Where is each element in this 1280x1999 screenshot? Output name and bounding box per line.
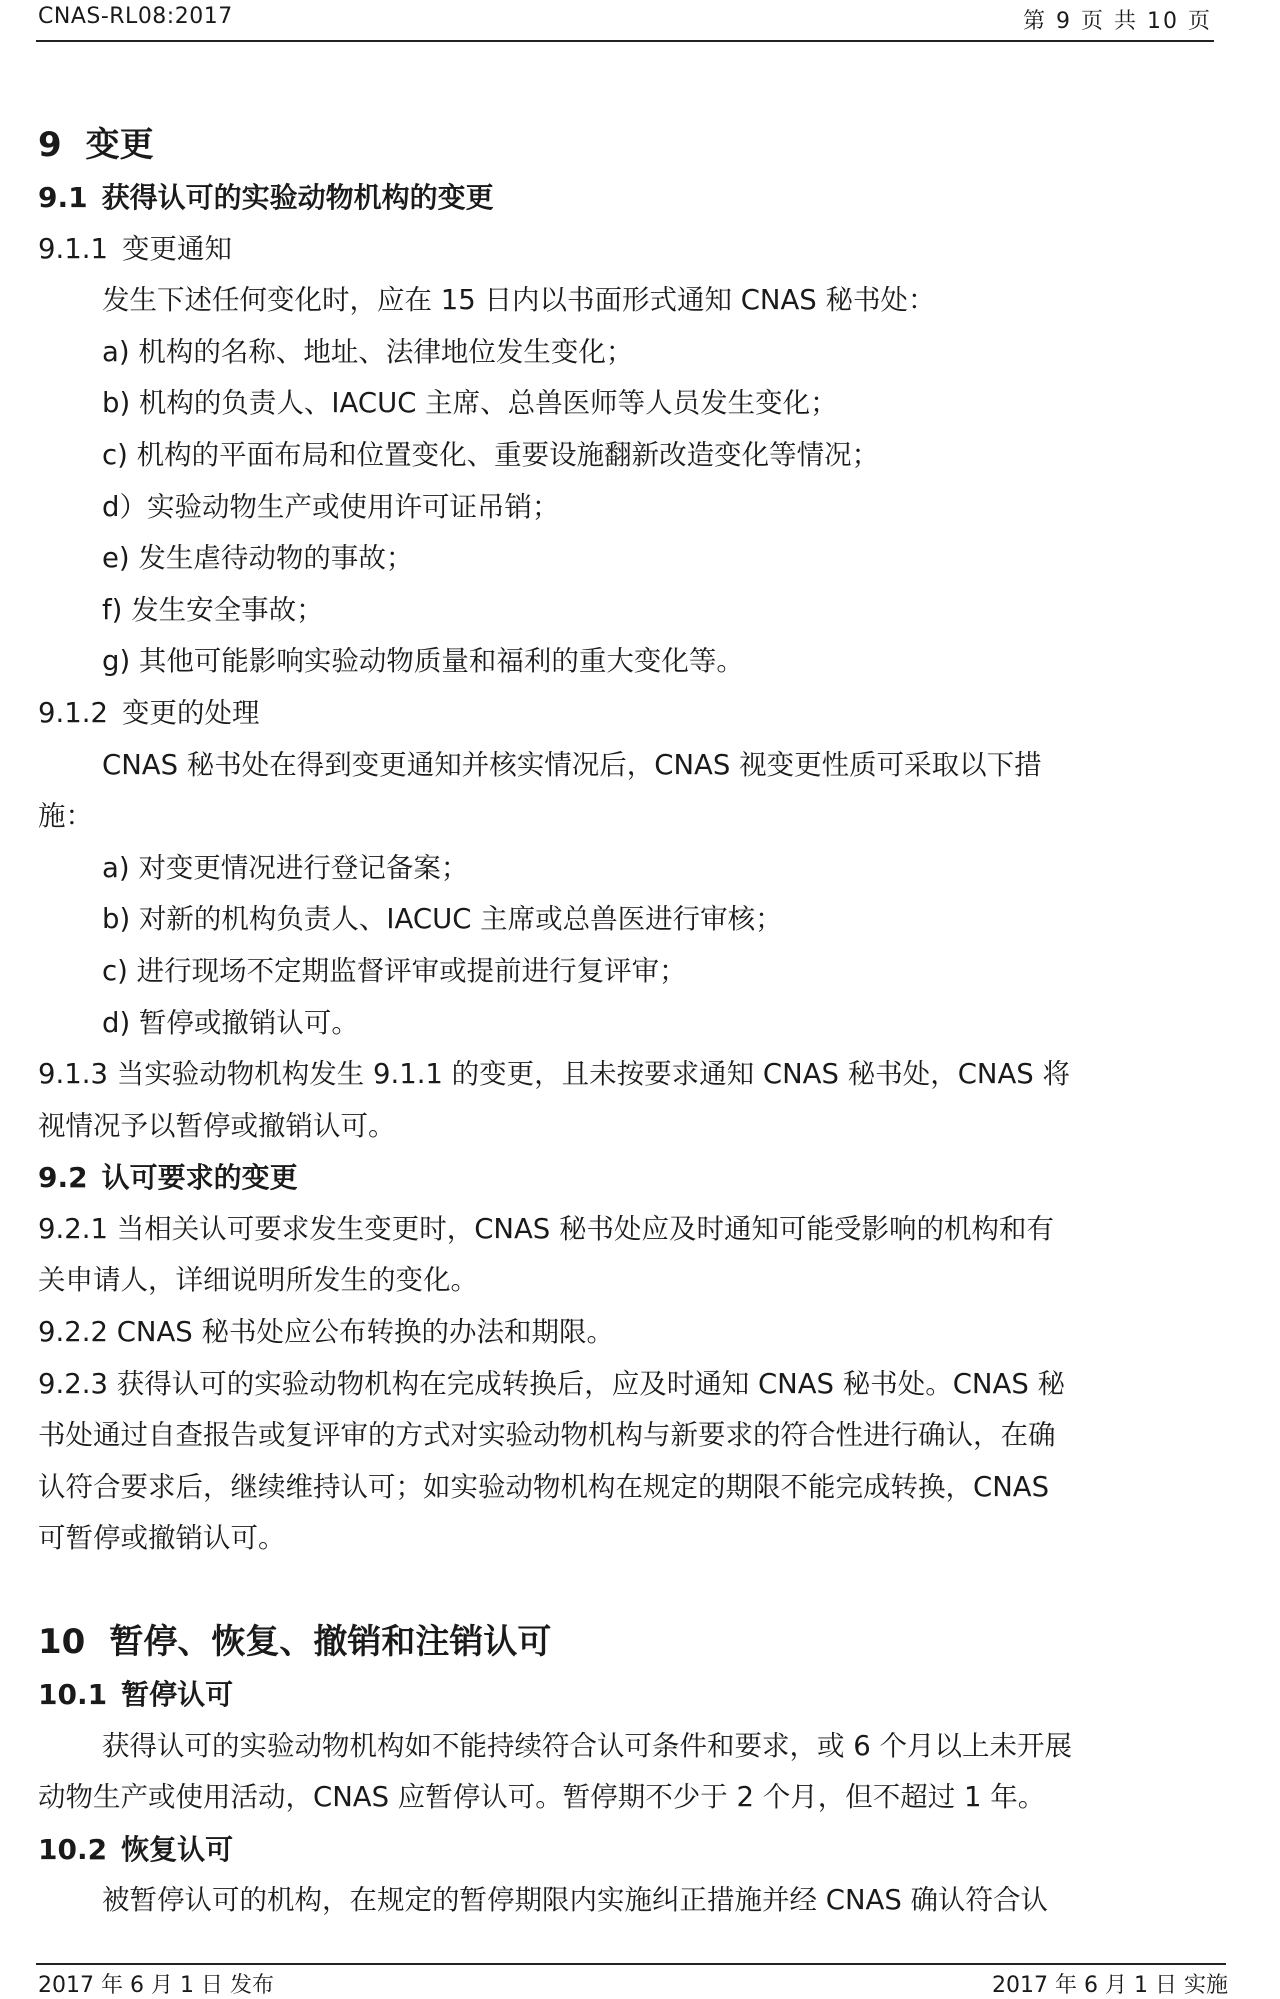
- document-body: [38, 118, 1210, 1927]
- paragraph-line: 发生下述任何变化时，应在 15 日内以书面形式通知 CNAS 秘书处：: [102, 284, 936, 317]
- header-page-info: 第 9 页 共 10 页: [1023, 9, 1212, 34]
- list-item: a) 机构的名称、地址、法律地位发生变化；: [102, 335, 634, 368]
- list-item: c) 进行现场不定期监督评审或提前进行复评审；: [102, 954, 687, 987]
- section-9-2-heading: [38, 1152, 1210, 1204]
- section-9-1-heading: [38, 172, 1210, 224]
- paragraph-line: 关申请人，详细说明所发生的变化。: [38, 1264, 478, 1297]
- list-item: d）实验动物生产或使用许可证吊销；: [102, 490, 560, 523]
- paragraph-line: 施：: [38, 800, 93, 833]
- section-title: 暂停、恢复、撤销和注销认可: [109, 1622, 552, 1663]
- section-title: 恢复认可: [121, 1832, 234, 1866]
- section-number: 9: [38, 125, 62, 165]
- paragraph-line: 动物生产或使用活动，CNAS 应暂停认可。暂停期不少于 2 个月，但不超过 1 年。: [38, 1781, 1046, 1814]
- list-item: e) 发生虐待动物的事故；: [102, 542, 414, 575]
- section-number: 9.1: [38, 181, 88, 214]
- footer-rule: [36, 1963, 1226, 1965]
- list-item: c) 机构的平面布局和位置变化、重要设施翻新改造变化等情况；: [102, 438, 880, 471]
- list-item: b) 机构的负责人、IACUC 主席、总兽医师等人员发生变化；: [102, 387, 838, 420]
- section-title: 变更通知: [121, 232, 232, 265]
- section-title: 获得认可的实验动物机构的变更: [101, 181, 494, 214]
- section-number: 10: [38, 1622, 86, 1663]
- paragraph-line: 获得认可的实验动物机构如不能持续符合认可条件和要求，或 6 个月以上未开展: [102, 1729, 1072, 1762]
- header-rule: [36, 40, 1214, 42]
- section-title: 暂停认可: [121, 1678, 234, 1712]
- section-9-1-2-heading: [38, 688, 1210, 740]
- paragraph-line: 视情况予以暂停或撤销认可。: [38, 1109, 396, 1142]
- list-item: g) 其他可能影响实验动物质量和福利的重大变化等。: [102, 645, 744, 678]
- list-item: f) 发生安全事故；: [102, 593, 324, 626]
- list-item: a) 对变更情况进行登记备案；: [102, 851, 469, 884]
- section-10-1-heading: [38, 1669, 1210, 1721]
- section-9-1-1-heading: [38, 224, 1210, 276]
- section-title: 变更: [85, 125, 154, 165]
- header-doc-code: CNAS-RL08:2017: [38, 4, 233, 29]
- paragraph-line: CNAS 秘书处在得到变更通知并核实情况后，CNAS 视变更性质可采取以下措: [102, 748, 1042, 781]
- paragraph-line: 9.2.1 当相关认可要求发生变更时，CNAS 秘书处应及时通知可能受影响的机构和有: [38, 1212, 1054, 1245]
- paragraph-line: 被暂停认可的机构，在规定的暂停期限内实施纠正措施并经 CNAS 确认符合认: [102, 1884, 1049, 1917]
- section-number: 9.2: [38, 1161, 88, 1195]
- footer-effective-date: 2017 年 6 月 1 日 实施: [992, 1973, 1228, 1998]
- section-title: 变更的处理: [121, 696, 260, 729]
- paragraph-line: 书处通过自查报告或复评审的方式对实验动物机构与新要求的符合性进行确认，在确: [38, 1419, 1056, 1452]
- section-title: 认可要求的变更: [101, 1161, 298, 1195]
- paragraph-line: 9.2.2 CNAS 秘书处应公布转换的办法和期限。: [38, 1316, 614, 1349]
- section-number: 9.1.1: [38, 232, 108, 265]
- section-number: 10.2: [38, 1832, 108, 1866]
- list-item: b) 对新的机构负责人、IACUC 主席或总兽医进行审核；: [102, 903, 783, 936]
- section-number: 10.1: [38, 1678, 108, 1712]
- section-9-heading: [38, 118, 1210, 172]
- section-number: 9.1.2: [38, 696, 108, 729]
- paragraph-line: 9.1.3 当实验动物机构发生 9.1.1 的变更，且未按要求通知 CNAS 秘书处，CNAS 将: [38, 1058, 1070, 1091]
- paragraph-line: 9.2.3 获得认可的实验动物机构在完成转换后，应及时通知 CNAS 秘书处。CNAS 秘: [38, 1367, 1066, 1400]
- paragraph-line: 可暂停或撤销认可。: [38, 1522, 286, 1555]
- section-10-heading: [38, 1615, 1210, 1669]
- footer-issue-date: 2017 年 6 月 1 日 发布: [38, 1973, 274, 1998]
- paragraph-line: 认符合要求后，继续维持认可；如实验动物机构在规定的期限不能完成转换，CNAS: [38, 1470, 1050, 1503]
- section-10-2-heading: [38, 1824, 1210, 1876]
- list-item: d) 暂停或撤销认可。: [102, 1006, 359, 1039]
